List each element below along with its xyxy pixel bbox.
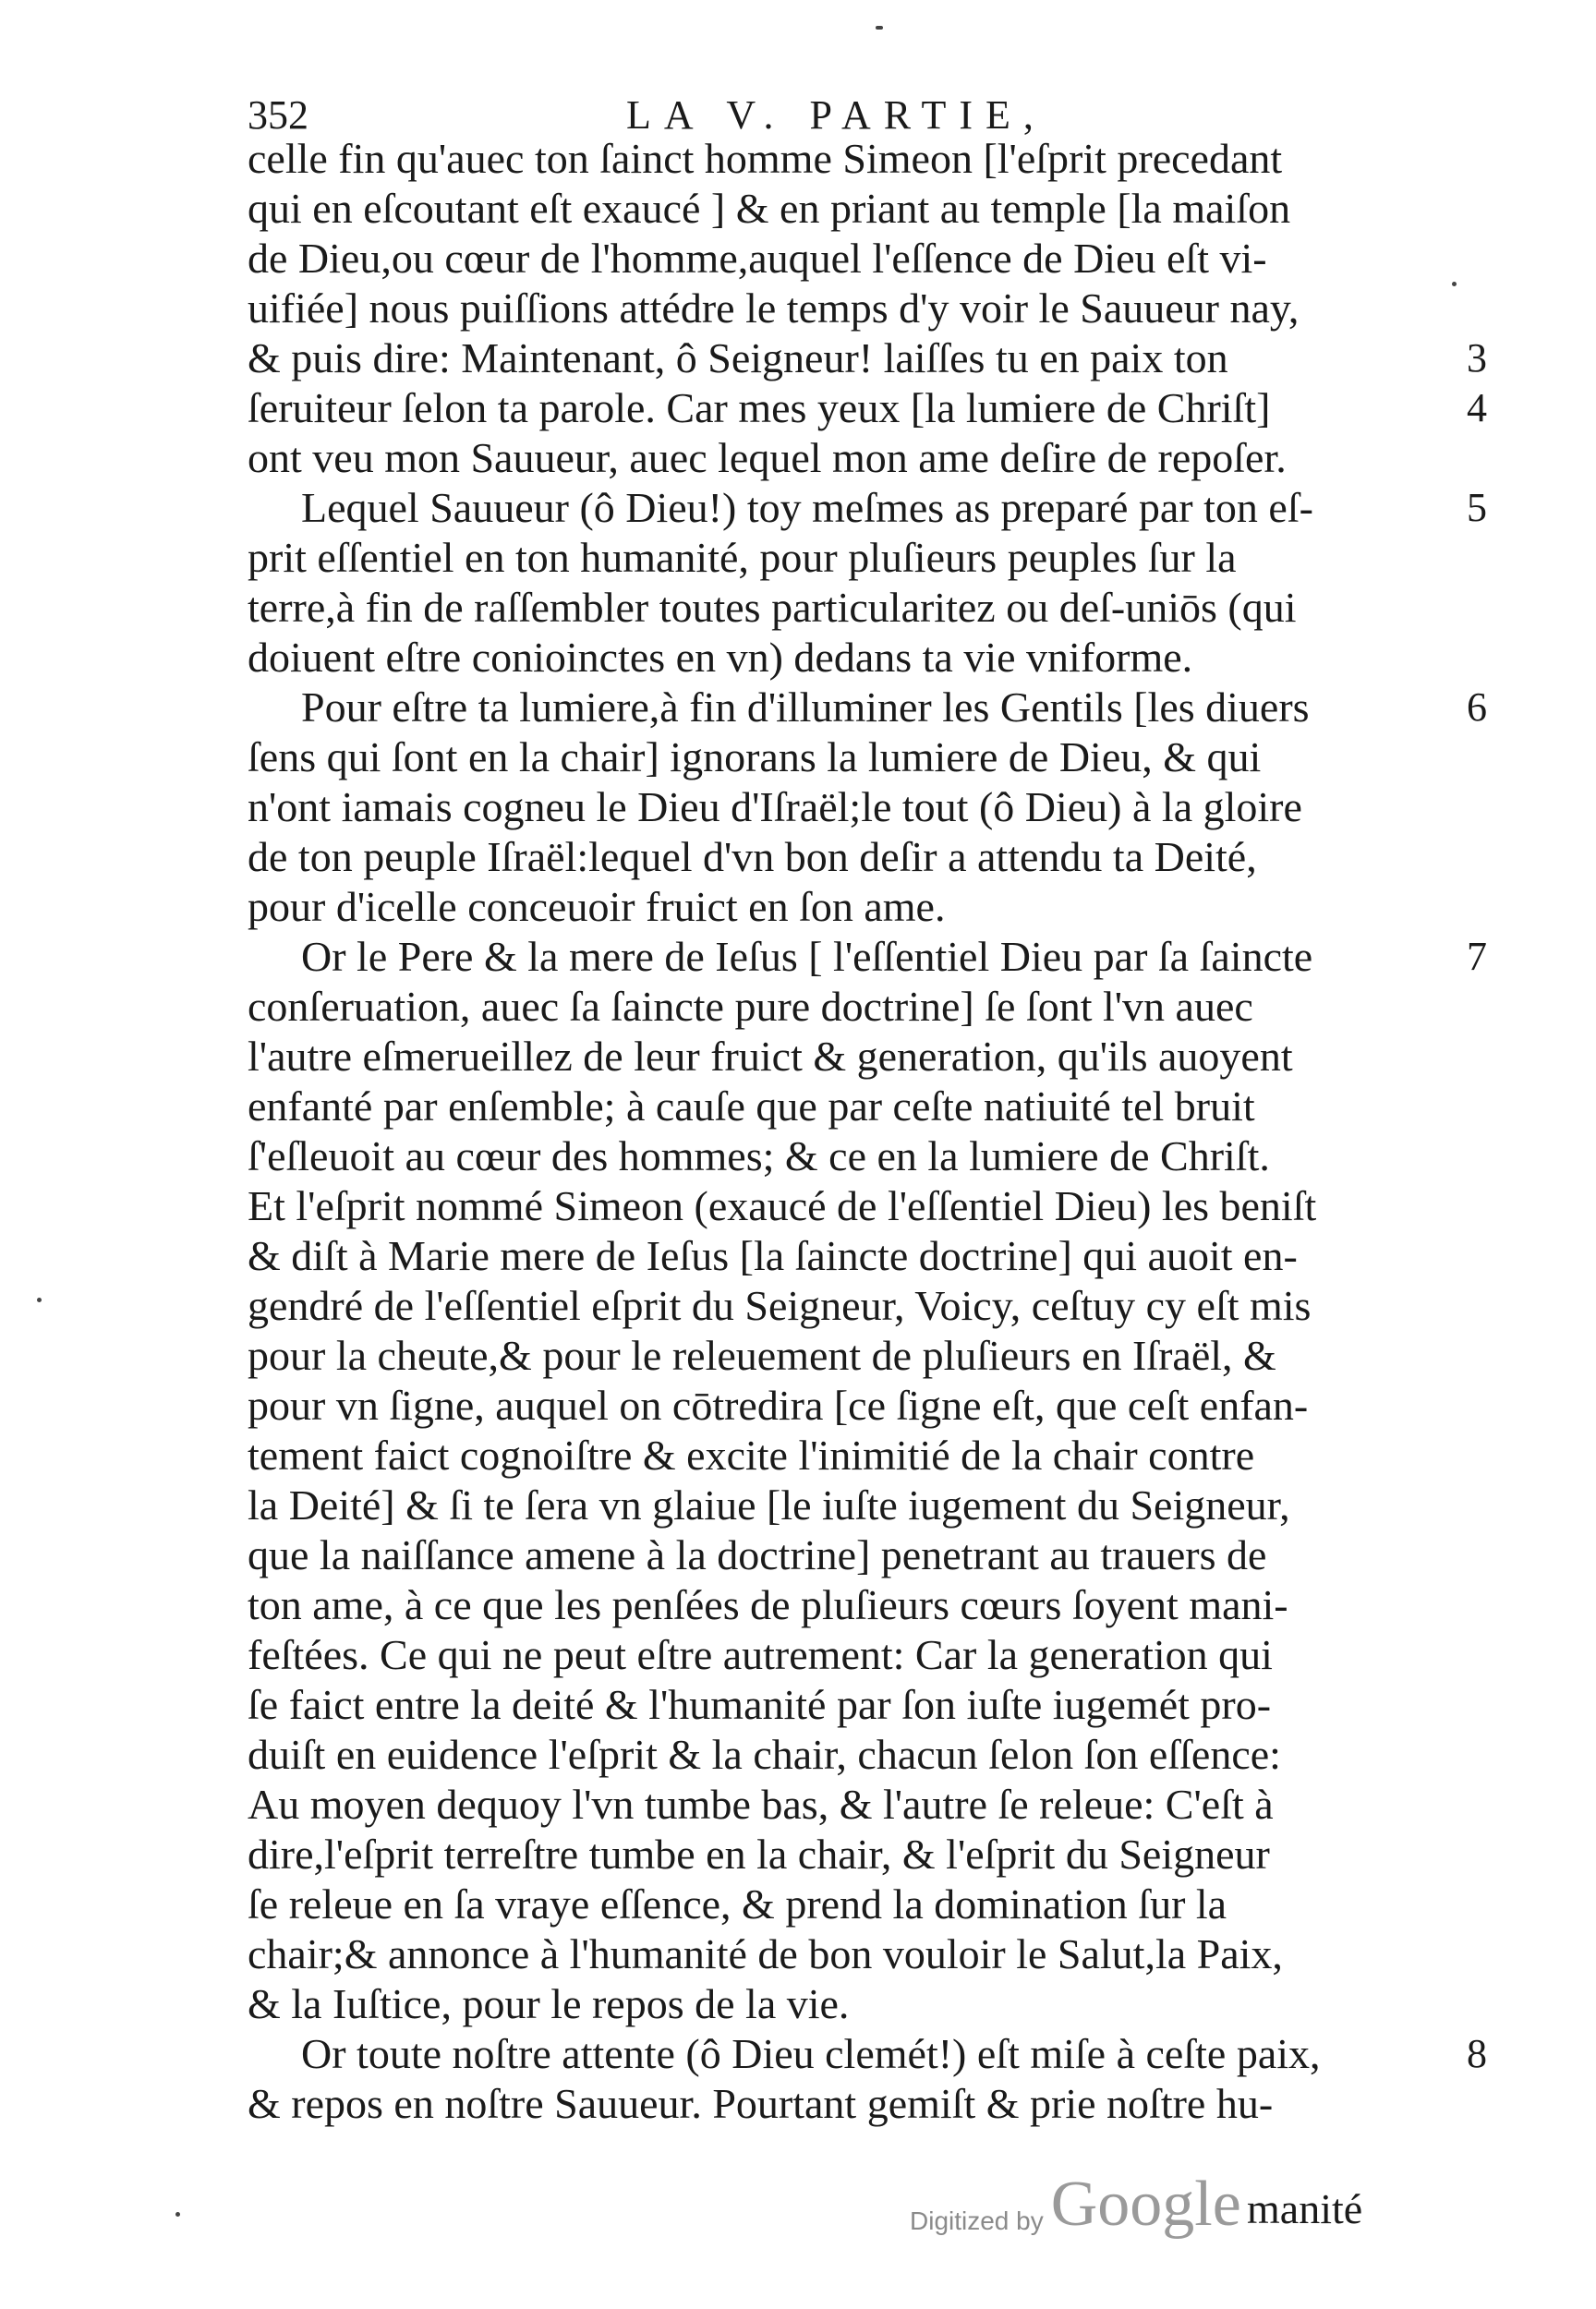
running-head: LA V. PARTIE,: [626, 92, 1046, 138]
text-line: [248, 1481, 1448, 1530]
text-line: [248, 1680, 1448, 1730]
line-text: pour d'icelle conceuoir fruict en ſon ame.: [248, 883, 946, 930]
line-text: ſeruiteur ſelon ta parole. Car mes yeux [la lumiere de Chriſt]: [248, 384, 1271, 431]
line-text: Lequel Sauueur (ô Dieu!) toy meſmes as preparé par ton eſ-: [301, 484, 1313, 531]
line-text: de Dieu,ou cœur de l'homme,auquel l'eſſence de Dieu eſt vi-: [248, 235, 1267, 282]
line-text: ont veu mon Sauueur, auec lequel mon ame deſire de repoſer.: [248, 434, 1287, 481]
verse-number: 6: [1467, 684, 1487, 730]
line-text: ſe faict entre la deité & l'humanité par ſon iuſte iugemét pro-: [248, 1681, 1272, 1728]
line-text: gendré de l'eſſentiel eſprit du Seigneur, Voicy, ceſtuy cy eſt mis: [248, 1282, 1312, 1329]
text-line: [248, 1929, 1448, 1979]
text-line: [248, 2029, 1487, 2079]
speck-mark: [1452, 282, 1457, 286]
line-text: ſens qui ſont en la chair] ignorans la lumiere de Dieu, & qui: [248, 733, 1262, 780]
line-text: tement faict cognoiſtre & excite l'inimitié de la chair contre: [248, 1432, 1255, 1479]
text-line: [248, 2079, 1448, 2129]
text-line: [248, 234, 1448, 284]
text-line: [248, 782, 1448, 832]
text-line: [248, 1630, 1448, 1680]
line-text: ton ame, à ce que les penſées de pluſieurs cœurs ſoyent mani-: [248, 1581, 1288, 1628]
text-line: [248, 533, 1448, 583]
line-text: Au moyen dequoy l'vn tumbe bas, & l'autre ſe releue: C'eſt à: [248, 1781, 1274, 1828]
text-line: [248, 483, 1487, 533]
text-line: [248, 1580, 1448, 1630]
line-text: enfanté par enſemble; à cauſe que par ceſte natiuité tel bruit: [248, 1082, 1255, 1130]
digitized-watermark: [910, 2166, 1241, 2240]
text-line: [248, 832, 1448, 882]
text-line: [248, 1830, 1448, 1880]
text-line: [248, 1331, 1448, 1381]
line-text: conſeruation, auec ſa ſaincte pure doctrine] ſe ſont l'vn auec: [248, 983, 1253, 1030]
text-line: [248, 683, 1487, 732]
speck-mark: [37, 1298, 42, 1302]
catchword: manité: [1247, 2185, 1363, 2232]
text-line: [248, 1431, 1448, 1481]
text-line: [248, 1131, 1448, 1181]
line-text: pour la cheute,& pour le releuement de pluſieurs en Iſraël, &: [248, 1332, 1276, 1379]
text-line: [248, 184, 1448, 234]
line-text: ſe releue en ſa vraye eſſence, & prend la domination ſur la: [248, 1880, 1227, 1928]
line-text: duiſt en euidence l'eſprit & la chair, chacun ſelon ſon eſſence:: [248, 1731, 1281, 1778]
line-text: & diſt à Marie mere de Ieſus [la ſaincte doctrine] qui auoit en-: [248, 1232, 1298, 1279]
line-text: pour vn ſigne, auquel on cōtredira [ce ſigne eſt, que ceſt enfan-: [248, 1382, 1309, 1429]
line-text: Pour eſtre ta lumiere,à fin d'illuminer les Gentils [les diuers: [301, 683, 1310, 731]
line-text: celle fin qu'auec ton ſainct homme Simeon [l'eſprit precedant: [248, 135, 1283, 182]
line-text: Or toute noſtre attente (ô Dieu clemét!) eſt miſe à ceſte paix,: [301, 2030, 1321, 2077]
text-line: [248, 1082, 1448, 1131]
line-text: de ton peuple Iſraël:lequel d'vn bon deſir a attendu ta Deité,: [248, 833, 1257, 880]
body-text: [248, 134, 1487, 2129]
verse-number: 4: [1467, 385, 1487, 430]
text-line: [248, 1979, 1448, 2029]
text-line: [248, 1032, 1448, 1082]
line-text: uifiée] nous puiſſions attédre le temps d'y voir le Sauueur nay,: [248, 284, 1300, 332]
line-text: & la Iuſtice, pour le repos de la vie.: [248, 1980, 850, 2027]
page-number: 352: [248, 92, 308, 138]
line-text: que la naiſſance amene à la doctrine] penetrant au trauers de: [248, 1531, 1267, 1578]
line-text: ſ'eſleuoit au cœur des hommes; & ce en la lumiere de Chriſt.: [248, 1132, 1270, 1179]
line-text: qui en eſcoutant eſt exaucé ] & en priant au temple [la maiſon: [248, 185, 1291, 232]
text-line: [248, 284, 1448, 333]
text-line: [248, 882, 1448, 932]
line-text: terre,à fin de raſſembler toutes particularitez ou deſ-uniōs (qui: [248, 584, 1297, 631]
text-line: [248, 1231, 1448, 1281]
text-line: [248, 383, 1487, 433]
text-line: [248, 1381, 1448, 1431]
verse-number: 8: [1467, 2031, 1487, 2076]
line-text: & puis dire: Maintenant, ô Seigneur! laiſſes tu en paix ton: [248, 334, 1228, 381]
verse-number: 7: [1467, 934, 1487, 979]
verse-number: 5: [1467, 485, 1487, 530]
text-line: [248, 1880, 1448, 1929]
google-logo: Google: [1050, 2169, 1241, 2240]
line-text: chair;& annonce à l'humanité de bon vouloir le Salut,la Paix,: [248, 1930, 1283, 1977]
text-line: [248, 333, 1487, 383]
text-line: [248, 583, 1448, 633]
text-line: [248, 982, 1448, 1032]
watermark-prefix: Digitized by: [910, 2206, 1044, 2235]
text-line: [248, 433, 1448, 483]
line-text: la Deité] & ſi te ſera vn glaiue [le iuſte iugement du Seigneur,: [248, 1481, 1290, 1529]
text-line: [248, 633, 1448, 683]
line-text: n'ont iamais cogneu le Dieu d'Iſraël;le tout (ô Dieu) à la gloire: [248, 783, 1302, 830]
line-text: feſtées. Ce qui ne peut eſtre autrement: Car la generation qui: [248, 1631, 1273, 1678]
line-text: prit eſſentiel en ton humanité, pour pluſieurs peuples ſur la: [248, 534, 1237, 581]
verse-number: 3: [1467, 335, 1487, 381]
text-line: [248, 932, 1487, 982]
text-line: [248, 1780, 1448, 1830]
speck-mark: [876, 26, 883, 30]
line-text: & repos en noſtre Sauueur. Pourtant gemiſt & prie noſtre hu-: [248, 2080, 1274, 2127]
line-text: dire,l'eſprit terreſtre tumbe en la chair, & l'eſprit du Seigneur: [248, 1831, 1270, 1878]
line-text: Or le Pere & la mere de Ieſus [ l'eſſentiel Dieu par ſa ſaincte: [301, 933, 1313, 980]
text-line: [248, 1530, 1448, 1580]
line-text: Et l'eſprit nommé Simeon (exaucé de l'eſſentiel Dieu) les beniſt: [248, 1182, 1317, 1229]
text-line: [248, 1181, 1448, 1231]
text-line: [248, 1281, 1448, 1331]
text-line: [248, 732, 1448, 782]
line-text: l'autre eſmerueillez de leur fruict & generation, qu'ils auoyent: [248, 1033, 1293, 1080]
speck-mark: [175, 2212, 180, 2217]
text-line: [248, 1730, 1448, 1780]
line-text: doiuent eſtre conioinctes en vn) dedans ta vie vniforme.: [248, 634, 1193, 681]
text-line: [248, 134, 1448, 184]
